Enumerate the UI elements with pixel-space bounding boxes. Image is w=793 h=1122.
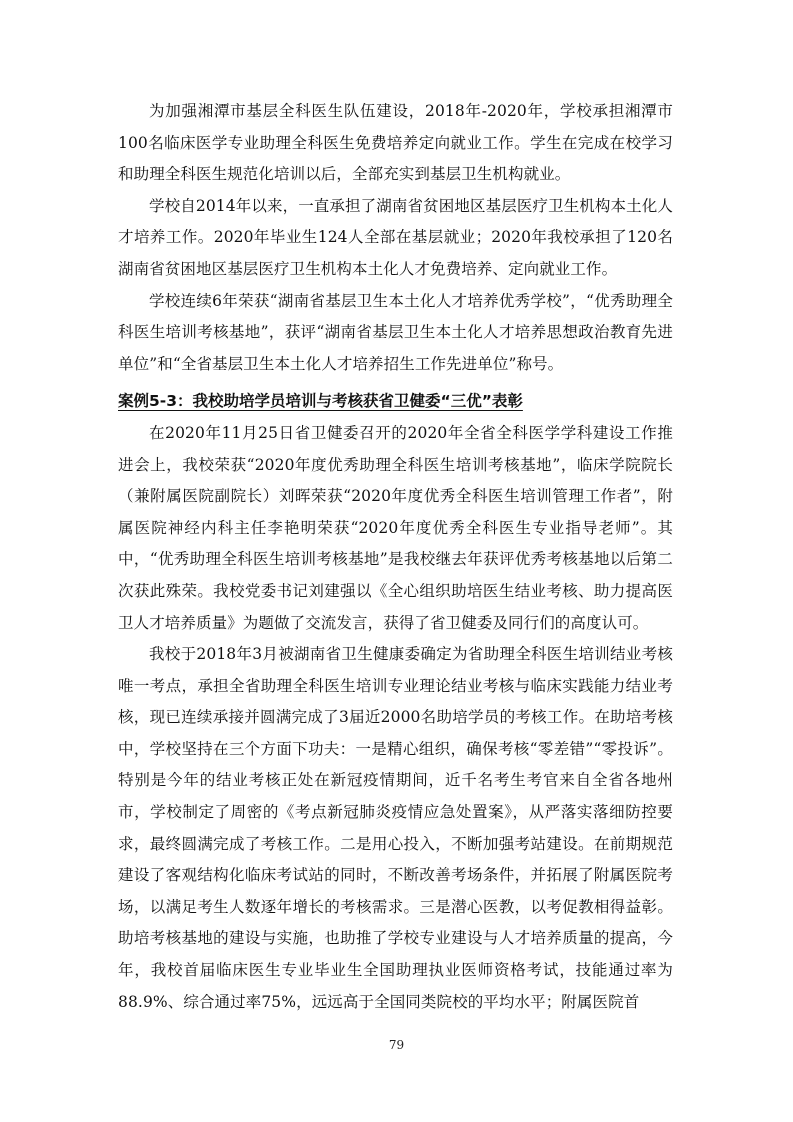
page-number: 79: [388, 1038, 405, 1052]
document-body: [118, 96, 673, 1018]
paragraph-local-talent: 学校自2014年以来，一直承担了湖南省贫困地区基层医疗卫生机构本土化人才培养工作。2020年毕业生124人全部在基层就业；2020年我校承担了120名湖南省贫困地区基层医疗卫生机构本土化人才免费培养、定向就业工作。: [118, 196, 673, 278]
paragraph-honors: 学校连续6年荣获“湖南省基层卫生本土化人才培养优秀学校”，“优秀助理全科医生培训考核基地”，获评“湖南省基层卫生本土化人才培养思想政治教育先进单位”和“全省基层卫生本土化人才培养招生工作先进单位”称号。: [118, 291, 673, 373]
paragraph-training-xiangtan: 为加强湘潭市基层全科医生队伍建设，2018年-2020年，学校承担湘潭市100名临床医学专业助理全科医生免费培养定向就业工作。学生在完成在校学习和助理全科医生规范化培训以后，全部充实到基层卫生机构就业。: [118, 102, 673, 184]
case-heading: 案例5-3：我校助培学员培训与考核获省卫健委“三优”表彰: [118, 392, 523, 411]
paragraph-case-awards: 在2020年11月25日省卫健委召开的2020年全省全科医学学科建设工作推进会上，我校荣获“2020年度优秀助理全科医生培训考核基地”，临床学院院长（兼附属医院副院长）刘晖荣获“2020年度优秀全科医生培训管理工作者”，附属医院神经内科主任李艳明荣获“2020年度优秀全科医生专业指导老师”。其中，“优秀助理全科医生培训考核基地”是我校继去年获评优秀考核基地以后第二次获此殊荣。我校党委书记刘建强以《全心组织助培医生结业考核、助力提高医卫人才培养质量》为题做了交流发言，获得了省卫健委及同行们的高度认可。: [118, 423, 673, 632]
paragraph-case-exam-site: 我校于2018年3月被湖南省卫生健康委确定为省助理全科医生培训结业考核唯一考点，承担全省助理全科医生培训专业理论结业考核与临床实践能力结业考核，现已连续承接并圆满完成了3届近2000名助培学员的考核工作。在助培考核中，学校坚持在三个方面下功夫：一是精心组织，确保考核“零差错”“零投诉”。特别是今年的结业考核正处在新冠疫情期间，近千名考生考官来自全省各地州市，学校制定了周密的《考点新冠肺炎疫情应急处置案》，从严落实落细防控要求，最终圆满完成了考核工作。二是用心投入，不断加强考站建设。在前期规范建设了客观结构化临床考试站的同时，不断改善考场条件，并拓展了附属医院考场，以满足考生人数逐年增长的考核需求。三是潜心医教，以考促教相得益彰。助培考核基地的建设与实施，也助推了学校专业建设与人才培养质量的提高，今年，我校首届临床医生专业毕业生全国助理执业医师资格考试，技能通过率为88.9%、综合通过率75%，远远高于全国同类院校的平均水平；附属医院首: [118, 645, 673, 1011]
